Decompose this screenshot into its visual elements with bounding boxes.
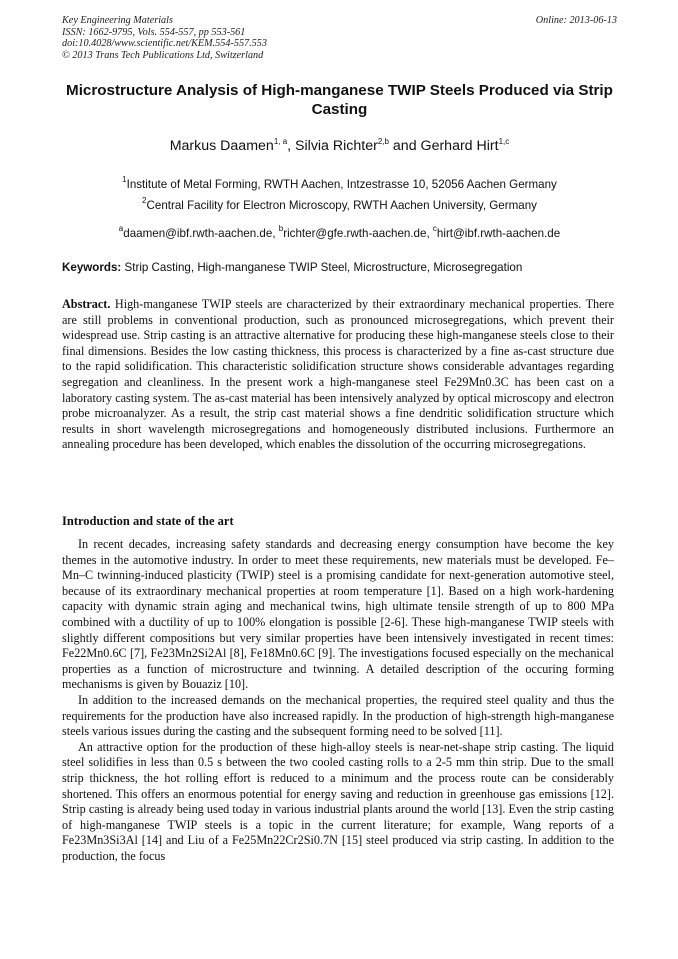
abstract-label: Abstract. [62, 297, 111, 311]
email-mark: c [432, 224, 437, 233]
author-name: Gerhard Hirt [420, 138, 499, 154]
email-link[interactable]: hirt@ibf.rwth-aachen.de [436, 227, 561, 240]
author-affiliation-mark: 1, a [273, 137, 288, 146]
affiliation-text: Central Facility for Electron Microscopy, RWTH Aachen University, Germany [146, 199, 537, 212]
doi-line: doi:10.4028/www.scientific.net/KEM.554-557.553 [62, 38, 267, 50]
affiliation-text: Institute of Metal Forming, RWTH Aachen, Intzestrasse 10, 52056 Aachen Germany [126, 178, 557, 191]
section-heading: Introduction and state of the art [62, 514, 234, 528]
affiliation-1 [62, 175, 617, 191]
email-link[interactable]: daamen@ibf.rwth-aachen.de [123, 227, 273, 240]
intro-paragraph-3: An attractive option for the production of these high-alloy steels is near-net-shape strip casting. The liquid steel solidifies in less than 0.5 s between the two cooled casting rolls to a 2-5 mm thin strip. Due to the small strip thickness, the hot rolling effort is reduced to a minimum and the process route can be considerably shortened. This offers an enormous potential for energy saving and reduction in greenhouse gas emissions [12]. Strip casting is already being used today in various industrial plants around the world [13]. Even the strip casting of high-manganese TWIP steels is a topic in the current literature; for example, Wang reports of a Fe23Mn3Si3Al [14] and Liu of a Fe25Mn22Cr2Si0.7N [15] steel produced via strip casting. In addition to the production, the focus [62, 739, 614, 863]
abstract-text: High-manganese TWIP steels are characterized by their extraordinary mechanical properties. There are still problems in conventional production, such as pronounced microsegregations, which prevent their widespread use. Strip casting is an attractive alternative for producing these high-manganese steels close to their final dimensions. Besides the low casting thickness, this process is characterized by a fine as-cast structure due to the rapid solidification. This characteristic solidification structure shows considerable advantages regarding segregation and cleanliness. In the present work a high-manganese steel Fe29Mn0.3C has been cast on a laboratory casting system. The as-cast material has been intensively analyzed by optical microscopy and electron probe microanalyzer. As a result, the strip cast material shows a fine dendritic solidification structure which results in short wavelength microsegregations and homogeneously distributed inclusions. Furthermore an annealing procedure has been developed, which enables the dissolution of the occurring microsegregations. [62, 297, 614, 452]
author-affiliation-mark: 2,b [377, 137, 389, 146]
author-list [62, 138, 617, 154]
keywords-text: Strip Casting, High-manganese TWIP Steel, Microstructure, Microsegregation [121, 261, 523, 274]
copyright-line: © 2013 Trans Tech Publications Ltd, Switzerland [62, 49, 264, 61]
intro-paragraph-1: In recent decades, increasing safety standards and decreasing energy consumption have become the key themes in the automotive industry. In order to meet these requirements, new materials must be developed. Fe–Mn–C twinning-induced plasticity (TWIP) steel is a promising candidate for next-generation automotive steel, because of its extraordinary mechanical properties at room temperature [1]. Based on a high work-hardening capacity with dynamic strain aging and mechanical twins, high ultimate tensile strength of up to 800 MPa combined with a ductility of up to 100% elongation is possible [2-6]. These high-manganese TWIP steels with slightly different compositions but very similar properties have been intensively investigated in recent times: Fe22Mn0.6C [7], Fe23Mn2Si2Al [8], Fe18Mn0.6C [9]. The investigations focused especially on the mechanical properties as a function of microstructure and twinning. A detailed description of the occuring forming mechanisms is given by Bouaziz [10]. [62, 537, 614, 692]
affiliation-mark: 2 [142, 196, 147, 205]
email-mark: b [278, 224, 284, 233]
email-separator: , [272, 227, 279, 240]
intro-paragraph-2: In addition to the increased demands on the mechanical properties, the required steel quality and thus the requirements for the production have also increased rapidly. In the production of high-strength high-manganese steels various issues during the casting and the subsequent forming need to be solved [11]. [62, 692, 614, 739]
email-mark: a [118, 224, 124, 233]
keywords-label: Keywords: [62, 261, 122, 274]
email-list [62, 224, 617, 240]
author-name: Markus Daamen [169, 138, 274, 154]
author-conjunction: and [388, 138, 421, 154]
paper-title: Microstructure Analysis of High-manganese TWIP Steels Produced via Strip Casting [66, 82, 613, 118]
journal-header [62, 15, 617, 61]
author-separator: , [287, 138, 296, 154]
issn-line: ISSN: 1662-9795, Vols. 554-557, pp 553-561 [62, 26, 246, 38]
online-date: Online: 2013-06-13 [535, 15, 617, 26]
author-affiliation-mark: 1,c [498, 137, 510, 146]
author-name: Silvia Richter [295, 138, 378, 154]
affiliation-mark: 1 [122, 175, 127, 184]
journal-name: Key Engineering Materials [62, 15, 173, 26]
abstract [62, 297, 614, 453]
email-separator: , [426, 227, 433, 240]
affiliation-2 [62, 196, 617, 212]
email-link[interactable]: richter@gfe.rwth-aachen.de [283, 227, 427, 240]
introduction-body [62, 537, 614, 864]
keywords-line [62, 261, 617, 274]
